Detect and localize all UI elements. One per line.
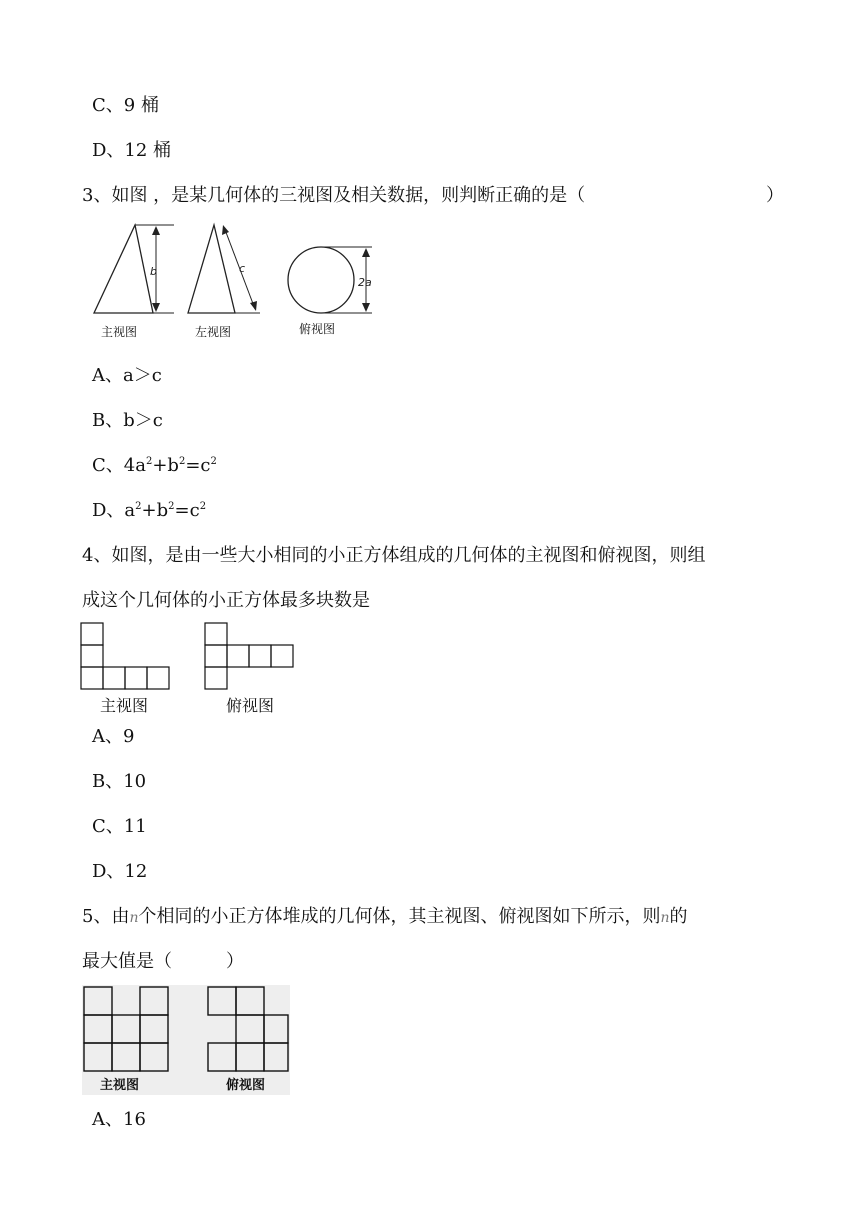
q3-front-view-shape [94, 225, 153, 313]
q4-stem-line1: 4、如图，是由一些大小相同的小正方体组成的几何体的主视图和俯视图，则组 [82, 545, 706, 566]
q3-option-c: C、$4a^2+b^2=c^2$ [92, 455, 217, 476]
q3-three-view-figure [84, 218, 384, 344]
q4-front-view-label: 主视图 [100, 696, 149, 715]
q4-option-b: B、10 [92, 771, 147, 792]
q5-front-view-label: 主视图 [100, 1078, 140, 1093]
q3-front-dim: b [150, 265, 157, 278]
q4-top-view-grid [205, 623, 293, 689]
q5-var-n-2: n [660, 910, 670, 926]
q4-option-a: A、9 [92, 726, 135, 747]
q3-side-dim: c [239, 262, 246, 275]
q5-option-a: A、16 [92, 1109, 146, 1130]
q4-front-view-grid [81, 623, 169, 689]
q3-top-view-circle [288, 247, 354, 313]
q3-option-a: A、a＞c [92, 365, 162, 386]
q3-side-view-label: 左视图 [195, 325, 232, 339]
q4-option-c: C、11 [92, 816, 147, 837]
q4-option-d: D、12 [92, 861, 148, 882]
q3-option-d: D、$a^2+b^2=c^2$ [92, 500, 207, 521]
q4-views-figure [80, 622, 300, 718]
q3-front-view-label: 主视图 [101, 325, 138, 339]
q3-top-dim: 2a [358, 276, 372, 289]
q3-stem: 3、如图 ，是某几何体的三视图及相关数据，则判断正确的是（ [82, 185, 586, 206]
q5-stem-line1: 5、由n个相同的小正方体堆成的几何体，其主视图、俯视图如下所示，则n的 [82, 906, 688, 927]
q5-top-view-label: 俯视图 [226, 1078, 266, 1093]
q5-var-n: n [129, 910, 139, 926]
q2-option-d: D、12 桶 [92, 140, 172, 161]
q4-stem-line2: 成这个几何体的小正方体最多块数是 [82, 590, 370, 611]
q3-top-view-label: 俯视图 [299, 322, 336, 336]
q2-option-c: C、9 桶 [92, 95, 159, 116]
q5-stem-line2: 最大值是（ ） [82, 951, 244, 972]
q5-views-figure [82, 985, 290, 1095]
q4-top-view-label: 俯视图 [226, 696, 275, 715]
q3-stem-close: ） [766, 185, 784, 206]
q3-option-b: B、b＞c [92, 410, 163, 431]
